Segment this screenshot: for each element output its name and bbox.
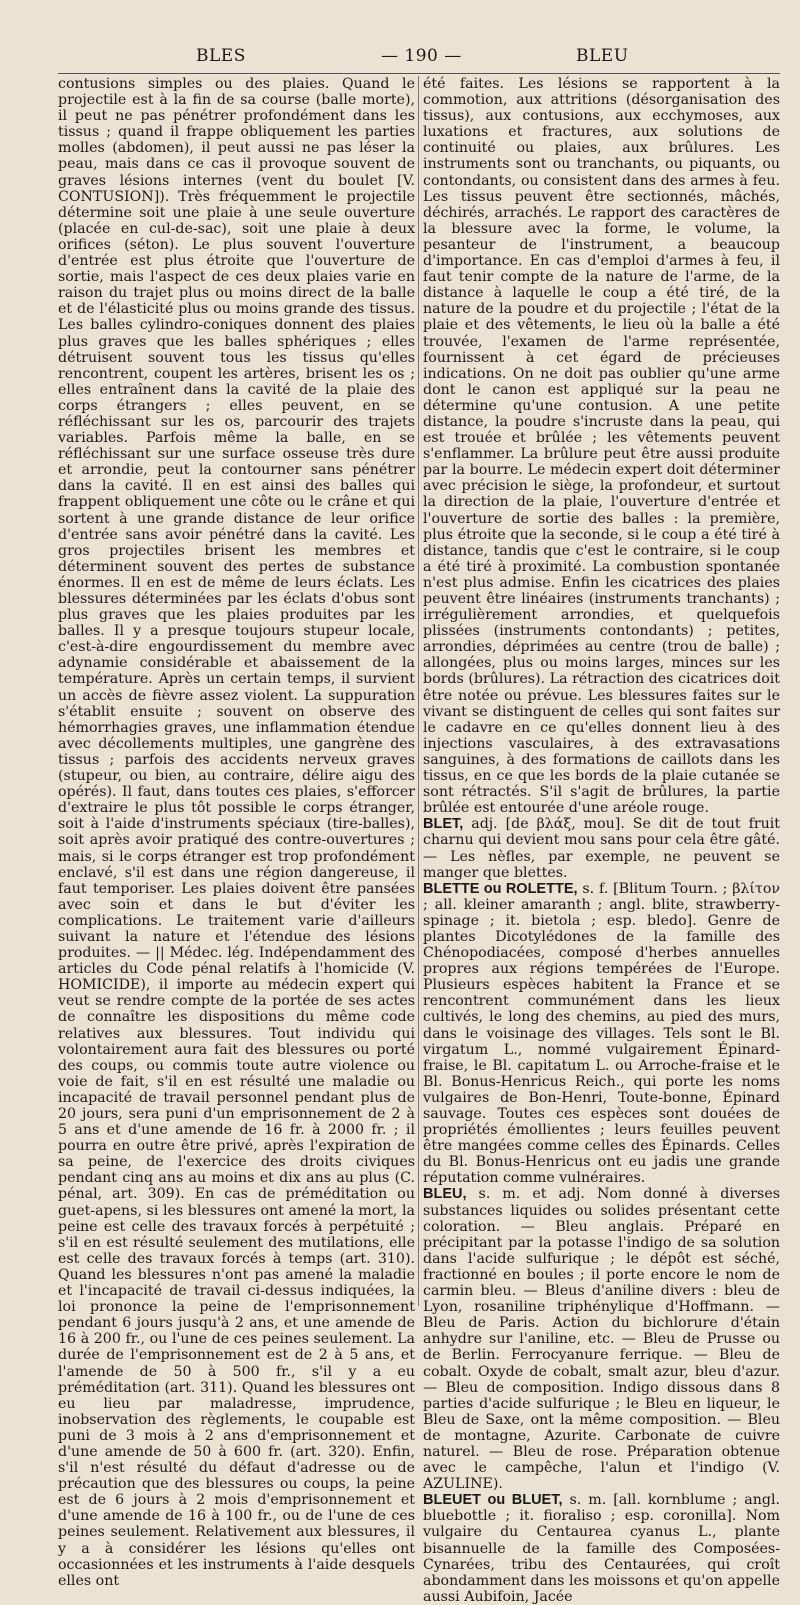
headword-blette: BLETTE ou ROLETTE, (423, 880, 578, 897)
entry-blet-text: adj. [de βλάξ, mou]. Se dit de tout fruit charnu qui devient mou sans pour cela être gâté. — Les nèfles, par exemple, ne peuvent se manger que blettes. (423, 816, 780, 881)
entry-bleu (423, 1186, 780, 1492)
left-column-text: contusions simples ou des plaies. Quand le projectile est à la fin de sa course (balle morte), il peut ne pas pénétrer profondément dans les tissus ; quand il frappe obliquement les parties molles (abdomen), il peut aussi ne pas léser la peau, mais dans ce cas il provoque souvent de graves lésions internes (vent du boulet [V. CONTUSION]). Très fréquemment le projectile détermine soit une plaie à une seule ouverture (placée en cul-de-sac), soit une plaie à deux orifices (séton). Le plus souvent l'ouverture d'entrée est plus étroite que l'ouverture de sortie, mais l'aspect de ces deux plaies varie en raison du trajet plus ou moins direct de la balle et de l'élasticité plus ou moins grande des tissus. Les balles cylindro-coniques donnent des plaies plus graves que les balles sphériques ; elles détruisent souvent tous les tissus qu'elles rencontrent, coupent les artères, brisent les os ; elles entraînent dans la cavité de la plaie des corps étrangers ; elles peuvent, en se réfléchissant sur les os, parcourir des trajets variables. Parfois même la balle, en se réfléchissant sur une surface osseuse très dure et arrondie, peut la contourner sans pénétrer dans la cavité. Il en est ainsi des balles qui frappent obliquement une côte ou le crâne et qui sortent à une grande distance de leur orifice d'entrée sans avoir pénétré dans la cavité. Les gros projectiles brisent les membres et déterminent souvent des pertes de substance énormes. Il en est de même de leurs éclats. Les blessures déterminées par les éclats d'obus sont plus graves que les plaies produites par les balles. Il y a presque toujours stupeur locale, c'est-à-dire engourdissement du membre avec adynamie considérable et abaissement de la température. Après un certain temps, il survient un accès de fièvre assez violent. La suppuration s'établit ensuite ; souvent on observe des hémorrhagies graves, une inflammation étendue avec décollements multiples, une gangrène des tissus ; parfois des accidents nerveux graves (stupeur, ou bien, au contraire, délire aigu des opérés). Il faut, dans toutes ces plaies, s'efforcer d'extraire le plus tôt possible le corps étranger, soit à l'aide d'instruments spéciaux (tire-balles), soit après avoir pratiqué des contre-ouvertures ; mais, si le corps étranger est trop profondément enclavé, s'il est dans une région dangereuse, il faut temporiser. Les plaies doivent être pansées avec soin et dans le but d'éviter les complications. Le traitement varie d'ailleurs suivant la nature et l'étendue des lésions produites. — || Médec. lég. Indépendamment des articles du Code pénal relatifs à l'homicide (V. HOMICIDE), il importe au médecin expert qui veut se rendre compte de la portée de ses actes de connaître les dispositions du même code relatives aux blessures. Tout individu qui volontairement aura fait des blessures ou porté des coups, ou commis toute autre violence ou voie de fait, s'il en est résulté une maladie ou incapacité de travail personnel pendant plus de 20 jours, sera puni d'un emprisonnement de 2 à 5 ans et d'une amende de 16 fr. à 2000 fr. ; il pourra en outre être privé, après l'expiration de sa peine, de l'exercice des droits civiques pendant cinq ans au moins et dix ans au plus (C. pénal, art. 309). En cas de préméditation ou guet-apens, si les blessures ont amené la mort, la peine est celle des travaux forcés à perpétuité ; s'il en est résulté seulement des mutilations, elle est celle des travaux forcés à temps (art. 310). Quand les blessures n'ont pas amené la maladie et l'incapacité de travail ci-dessus indiquées, la loi prononce la peine de l'emprisonnement pendant 6 jours jusqu'à 2 ans, et une amende de 16 à 200 fr., ou l'une de ces peines seulement. La durée de l'emprisonnement est de 2 à 5 ans, et l'amende de 50 à 500 fr., s'il y a eu préméditation (art. 311). Quand les blessures ont eu lieu par maladresse, imprudence, inobservation des règlements, le coupable est puni de 3 mois à 2 ans d'emprisonnement et d'une amende de 50 à 600 fr. (art. 320). Enfin, s'il n'est résulté du défaut d'adresse ou de précaution que des blessures ou coups, la peine est de 6 jours à 2 mois d'emprisonnement et d'une amende de 16 à 100 fr., ou de l'une de ces peines seulement. Relativement aux blessures, il y a à considérer les lésions qu'elles ont occasionnées et les instruments à l'aide desquels elles ont (58, 76, 415, 1589)
column-divider (415, 76, 423, 1306)
entry-blette-text: s. f. [Blitum Tourn. ; βλίτον ; all. kleiner amaranth ; angl. blite, strawberry-spinage ; it. bietola ; esp. bledo]. Genre de plantes Dicotylédones de la famille des Chénopodiacées, composé d'herbes annuelles propres aux régions tempérées de l'Europe. Plusieurs espèces habitent la France et se rencontrent communément dans les lieux cultivés, le long des chemins, au pied des murs, dans le voisinage des villages. Tels sont le Bl. virgatum L., nommé vulgairement Épinard-fraise, le Bl. capitatum L. ou Arroche-fraise et le Bl. Bonus-Henricus Reich., qui porte les noms vulgaires de Bon-Henri, Toute-bonne, Épinard sauvage. Toutes ces espèces sont douées de propriétés émollientes ; leurs feuilles peuvent être mangées comme celles des Épinards. Celles du Bl. Bonus-Henricus ont eu jadis une grande réputation comme vulnéraires. (423, 880, 780, 1187)
text-columns (58, 76, 780, 1605)
entry-bleuet-text: s. m. [all. kornblume ; angl. bluebottle ; it. fioraliso ; esp. coronilla]. Nom vulgaire du Centaurea cyanus L., plante bisannuelle de la famille des Composées-Cynarées, tribu des Centaurées, qui croît abondamment dans les moissons et qu'on appelle aussi Aubifoin, Jacée (423, 1492, 780, 1605)
left-column (58, 76, 415, 1589)
header-left-guide-word: BLES (196, 46, 246, 66)
page-number: — 190 — (381, 46, 462, 66)
right-column (423, 76, 780, 1605)
running-header (58, 46, 780, 72)
headword-bleuet: BLEUET ou BLUET, (423, 1492, 563, 1509)
entry-blette (423, 881, 780, 1187)
entry-bleu-text: s. m. et adj. Nom donné à diverses substances liquides ou solides présentant cette coloration. — Bleu anglais. Préparé en précipitant par la potasse l'indigo de sa solution dans l'acide sulfurique ; le dépôt est séché, fractionné en boules ; il porte encore le nom de carmin bleu. — Bleus d'aniline divers : bleu de Lyon, rosaniline triphénylique d'Hoffmann. — Bleu de Paris. Action du bichlorure d'étain anhydre sur l'aniline, etc. — Bleu de Prusse ou de Berlin. Ferrocyanure ferrique. — Bleu de cobalt. Oxyde de cobalt, smalt azur, bleu d'azur. — Bleu de composition. Indigo dissous dans 8 parties d'acide sulfurique ; le Bleu en liqueur, le Bleu de Saxe, ont la même composition. — Bleu de montagne, Azurite. Carbonate de cuivre naturel. — Bleu de rose. Préparation obtenue avec le campêche, l'alun et l'indigo (V. AZULINE). (423, 1186, 780, 1493)
header-right-guide-word: BLEU (576, 46, 629, 66)
entry-blet (423, 816, 780, 880)
header-rule (58, 73, 780, 74)
entry-bleuet (423, 1492, 780, 1605)
headword-blet: BLET, (423, 816, 464, 833)
right-column-continuation: été faites. Les lésions se rapportent à la commotion, aux attritions (désorganisation des tissus), aux contusions, aux ecchymoses, aux luxations et fractures, aux solutions de continuité ou plaies, aux brûlures. Les instruments sont ou tranchants, ou piquants, ou contondants, ou consistent dans des armes à feu. Les tissus peuvent être sectionnés, mâchés, déchirés, arrachés. Le rapport des caractères de la blessure avec la forme, le volume, la pesanteur de l'instrument, a beaucoup d'importance. En cas d'emploi d'armes à feu, il faut tenir compte de la nature de l'arme, de la distance à laquelle le coup a été tiré, de la nature de la poudre et du projectile ; l'état de la plaie et des vêtements, le lieu où la balle a été trouvée, l'examen de l'arme représentée, fournissent à cet égard de précieuses indications. On ne doit pas oublier qu'une arme dont le canon est appliqué sur la peau ne détermine qu'une contusion. A une petite distance, la poudre s'incruste dans la peau, qui est trouée et brûlée ; les vêtements peuvent s'enflammer. La brûlure peut être aussi produite par la bourre. Le médecin expert doit déterminer avec précision le siège, la profondeur, et surtout la direction de la plaie, l'ouverture d'entrée et l'ouverture de sortie des balles : la première, plus étroite que la seconde, si le coup a été tiré à distance, tandis que c'est le contraire, si le coup a été tiré à proximité. La combustion spontanée n'est plus admise. Enfin les cicatrices des plaies peuvent être linéaires (instruments tranchants) ; irrégulièrement arrondies, et quelquefois plissées (instruments contondants) ; petites, arrondies, déprimées au centre (trou de balle) ; allongées, plus ou moins larges, minces sur les bords (brûlures). La rétraction des cicatrices doit être notée ou prévue. Les blessures faites sur le vivant se distinguent de celles qui sont faites sur le cadavre en ce qu'elles donnent lieu à des injections vasculaires, à des extravasations sanguines, à des formations de caillots dans les tissus, en ce que les bords de la plaie cutanée se sont rétractés. S'il s'agit de brûlures, la partie brûlée est entourée d'une aréole rouge. (423, 76, 780, 817)
headword-bleu: BLEU, (423, 1186, 467, 1203)
